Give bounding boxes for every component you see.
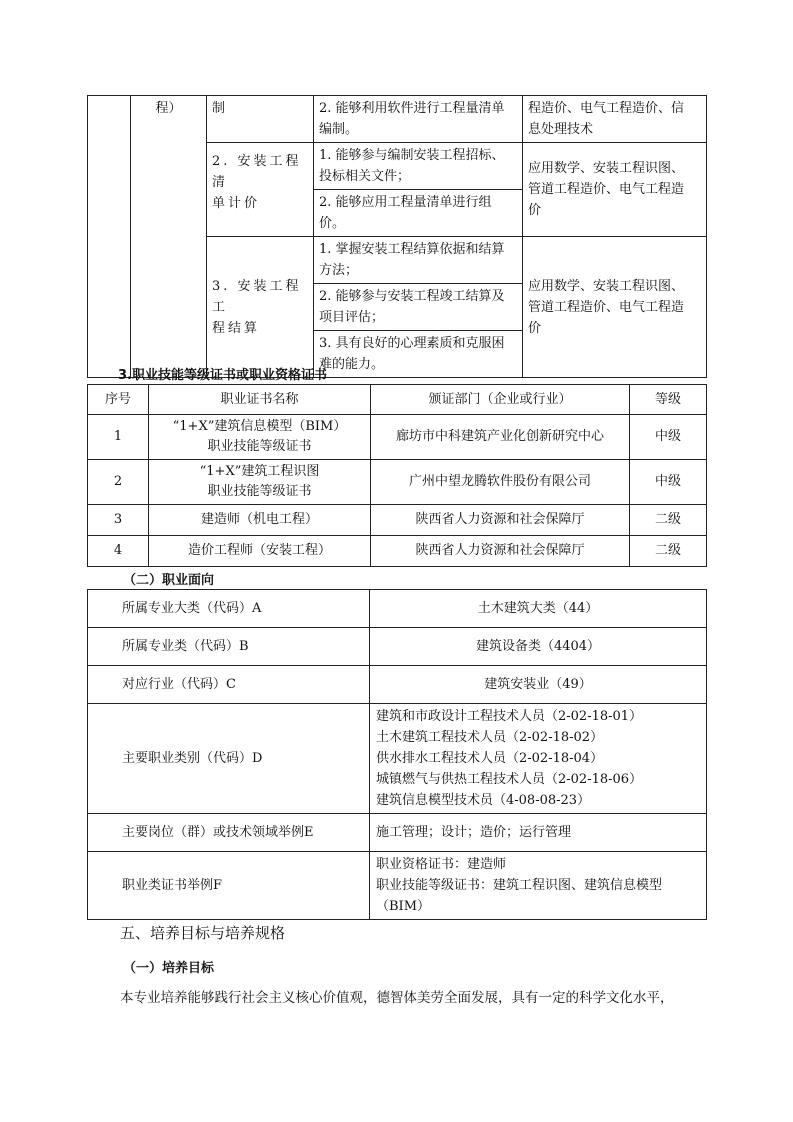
cert-no: 1 bbox=[88, 415, 149, 460]
cert-dept: 廊坊市中科建筑产业化创新研究中心 bbox=[371, 415, 630, 460]
job-section-heading: （二）职业面向 bbox=[123, 573, 215, 588]
cell-line: “1+X”建筑工程识图 bbox=[199, 464, 320, 479]
cert-level: 二级 bbox=[630, 505, 707, 536]
cell-line: 建筑和市政设计工程技术人员（2-02-18-01） bbox=[376, 709, 643, 724]
cell-line: 职业资格证书：建造师 bbox=[376, 857, 507, 872]
cell-line: 1. 掌握安装工程结算依据和结算 bbox=[319, 242, 505, 257]
cert-dept: 陕西省人力资源和社会保障厅 bbox=[371, 505, 630, 536]
column-header: 职业证书名称 bbox=[149, 385, 371, 415]
skill-name-cell bbox=[207, 237, 314, 378]
table-row bbox=[88, 536, 707, 567]
cert-no: 4 bbox=[88, 536, 149, 567]
table-cell: 制 bbox=[207, 96, 314, 143]
row-key: 职业类证书举例F bbox=[88, 852, 370, 920]
skill-name-cell bbox=[207, 143, 314, 237]
course-cell bbox=[523, 143, 707, 237]
column-header: 颁证部门（企业或行业） bbox=[371, 385, 630, 415]
course-table bbox=[87, 95, 707, 378]
cell-line: 息处理技术 bbox=[528, 122, 594, 137]
task-cell bbox=[314, 96, 523, 143]
table-cell: 程） bbox=[131, 96, 207, 378]
cell-line: 难的能力。 bbox=[319, 357, 385, 372]
cell-line: 管道工程造价、电气工程造 bbox=[528, 299, 685, 315]
cell-line: 1. 能够参与编制安装工程招标、 bbox=[319, 148, 505, 163]
table-cell-empty bbox=[88, 96, 131, 378]
cell-line: 2. 能够参与安装工程竣工结算及 bbox=[319, 289, 505, 304]
cert-section-heading: 3.职业技能等级证书或职业资格证书 bbox=[118, 368, 327, 383]
cell-line: 价 bbox=[528, 203, 542, 218]
column-header: 等级 bbox=[630, 385, 707, 415]
row-key: 所属专业类（代码）B bbox=[88, 628, 370, 666]
cell-line: 城镇燃气与供热工程技术人员（2-02-18-06） bbox=[376, 772, 643, 787]
cell-line: “1+X”建筑信息模型（BIM） bbox=[172, 419, 347, 434]
cert-name: 造价工程师（安装工程） bbox=[149, 536, 371, 567]
goal-subheading: （一）培养目标 bbox=[123, 961, 215, 976]
cell-line: 项目评估； bbox=[319, 310, 385, 325]
cert-dept: 陕西省人力资源和社会保障厅 bbox=[371, 536, 630, 567]
cell-line: 供水排水工程技术人员（2-02-18-04） bbox=[376, 751, 604, 766]
table-row bbox=[88, 505, 707, 536]
course-cell bbox=[523, 237, 707, 378]
cell-line: 3. 具有良好的心理素质和克服困 bbox=[319, 336, 505, 351]
table-row bbox=[88, 96, 707, 143]
row-value: 建筑安装业（49） bbox=[370, 666, 707, 704]
cert-level: 中级 bbox=[630, 460, 707, 505]
task-cell bbox=[314, 284, 523, 331]
row-value: 土木建筑大类（44） bbox=[370, 590, 707, 628]
task-cell bbox=[314, 237, 523, 284]
table-row bbox=[88, 590, 707, 628]
row-key: 对应行业（代码）C bbox=[88, 666, 370, 704]
row-key: 主要岗位（群）或技术领域举例E bbox=[88, 814, 370, 852]
cert-dept: 广州中望龙腾软件股份有限公司 bbox=[371, 460, 630, 505]
cell-line: 管道工程造价、电气工程造 bbox=[528, 182, 685, 197]
table-row bbox=[88, 628, 707, 666]
cell-line: 程造价、电气工程造价、信 bbox=[528, 101, 685, 116]
table-row bbox=[88, 666, 707, 704]
course-cell bbox=[523, 96, 707, 143]
task-cell bbox=[314, 143, 523, 190]
cell-line: 2. 能够应用工程量清单进行组 bbox=[319, 195, 492, 210]
row-value bbox=[370, 852, 707, 920]
cell-line: 土木建筑工程技术人员（2-02-18-02） bbox=[376, 730, 604, 745]
cell-line: 建筑信息模型技术员（4-08-08-23） bbox=[376, 793, 591, 808]
cell-line: 应用数学、安装工程识图、 bbox=[528, 278, 685, 294]
cell-line: 职业技能等级证书 bbox=[207, 439, 312, 454]
table-row bbox=[88, 460, 707, 505]
cert-level: 二级 bbox=[630, 536, 707, 567]
cell-line: 单计价 bbox=[212, 196, 261, 211]
cert-name bbox=[149, 460, 371, 505]
cert-level: 中级 bbox=[630, 415, 707, 460]
cert-table bbox=[87, 384, 707, 567]
row-value bbox=[370, 704, 707, 814]
cert-no: 2 bbox=[88, 460, 149, 505]
cell-line: 方法； bbox=[319, 263, 359, 278]
task-cell bbox=[314, 190, 523, 237]
cell-line: 投标相关文件； bbox=[319, 169, 411, 184]
task-cell bbox=[314, 331, 523, 378]
row-value: 施工管理；设计；造价；运行管理 bbox=[370, 814, 707, 852]
cell-line: 程结算 bbox=[212, 320, 261, 336]
table-row bbox=[88, 415, 707, 460]
row-key: 所属专业大类（代码）A bbox=[88, 590, 370, 628]
cert-no: 3 bbox=[88, 505, 149, 536]
column-header: 序号 bbox=[88, 385, 149, 415]
table-row bbox=[88, 704, 707, 814]
section-five-heading: 五、培养目标与培养规格 bbox=[120, 924, 286, 942]
cell-line: 职业技能等级证书：建筑工程识图、建筑信息模型 bbox=[376, 878, 663, 893]
cert-name bbox=[149, 415, 371, 460]
cell-line: 3. 安装工程工 bbox=[212, 278, 302, 315]
table-header-row bbox=[88, 385, 707, 415]
cert-name: 建造师（机电工程） bbox=[149, 505, 371, 536]
cell-line: （BIM） bbox=[376, 899, 430, 914]
row-key: 主要职业类别（代码）D bbox=[88, 704, 370, 814]
cell-line: 职业技能等级证书 bbox=[207, 484, 312, 499]
job-orientation-table bbox=[87, 589, 707, 920]
table-row bbox=[88, 814, 707, 852]
cell-line: 价。 bbox=[319, 216, 346, 231]
table-row bbox=[88, 852, 707, 920]
goal-paragraph: 本专业培养能够践行社会主义核心价值观，德智体美劳全面发展，具有一定的科学文化水平， bbox=[120, 990, 674, 1006]
cell-line: 应用数学、安装工程识图、 bbox=[528, 161, 685, 176]
cell-line: 价 bbox=[528, 320, 542, 336]
row-value: 建筑设备类（4404） bbox=[370, 628, 707, 666]
cell-line: 2. 能够利用软件进行工程量清单 bbox=[319, 101, 505, 116]
cell-line: 编制。 bbox=[319, 122, 359, 137]
cell-line: 2. 安装工程清 bbox=[212, 154, 302, 190]
